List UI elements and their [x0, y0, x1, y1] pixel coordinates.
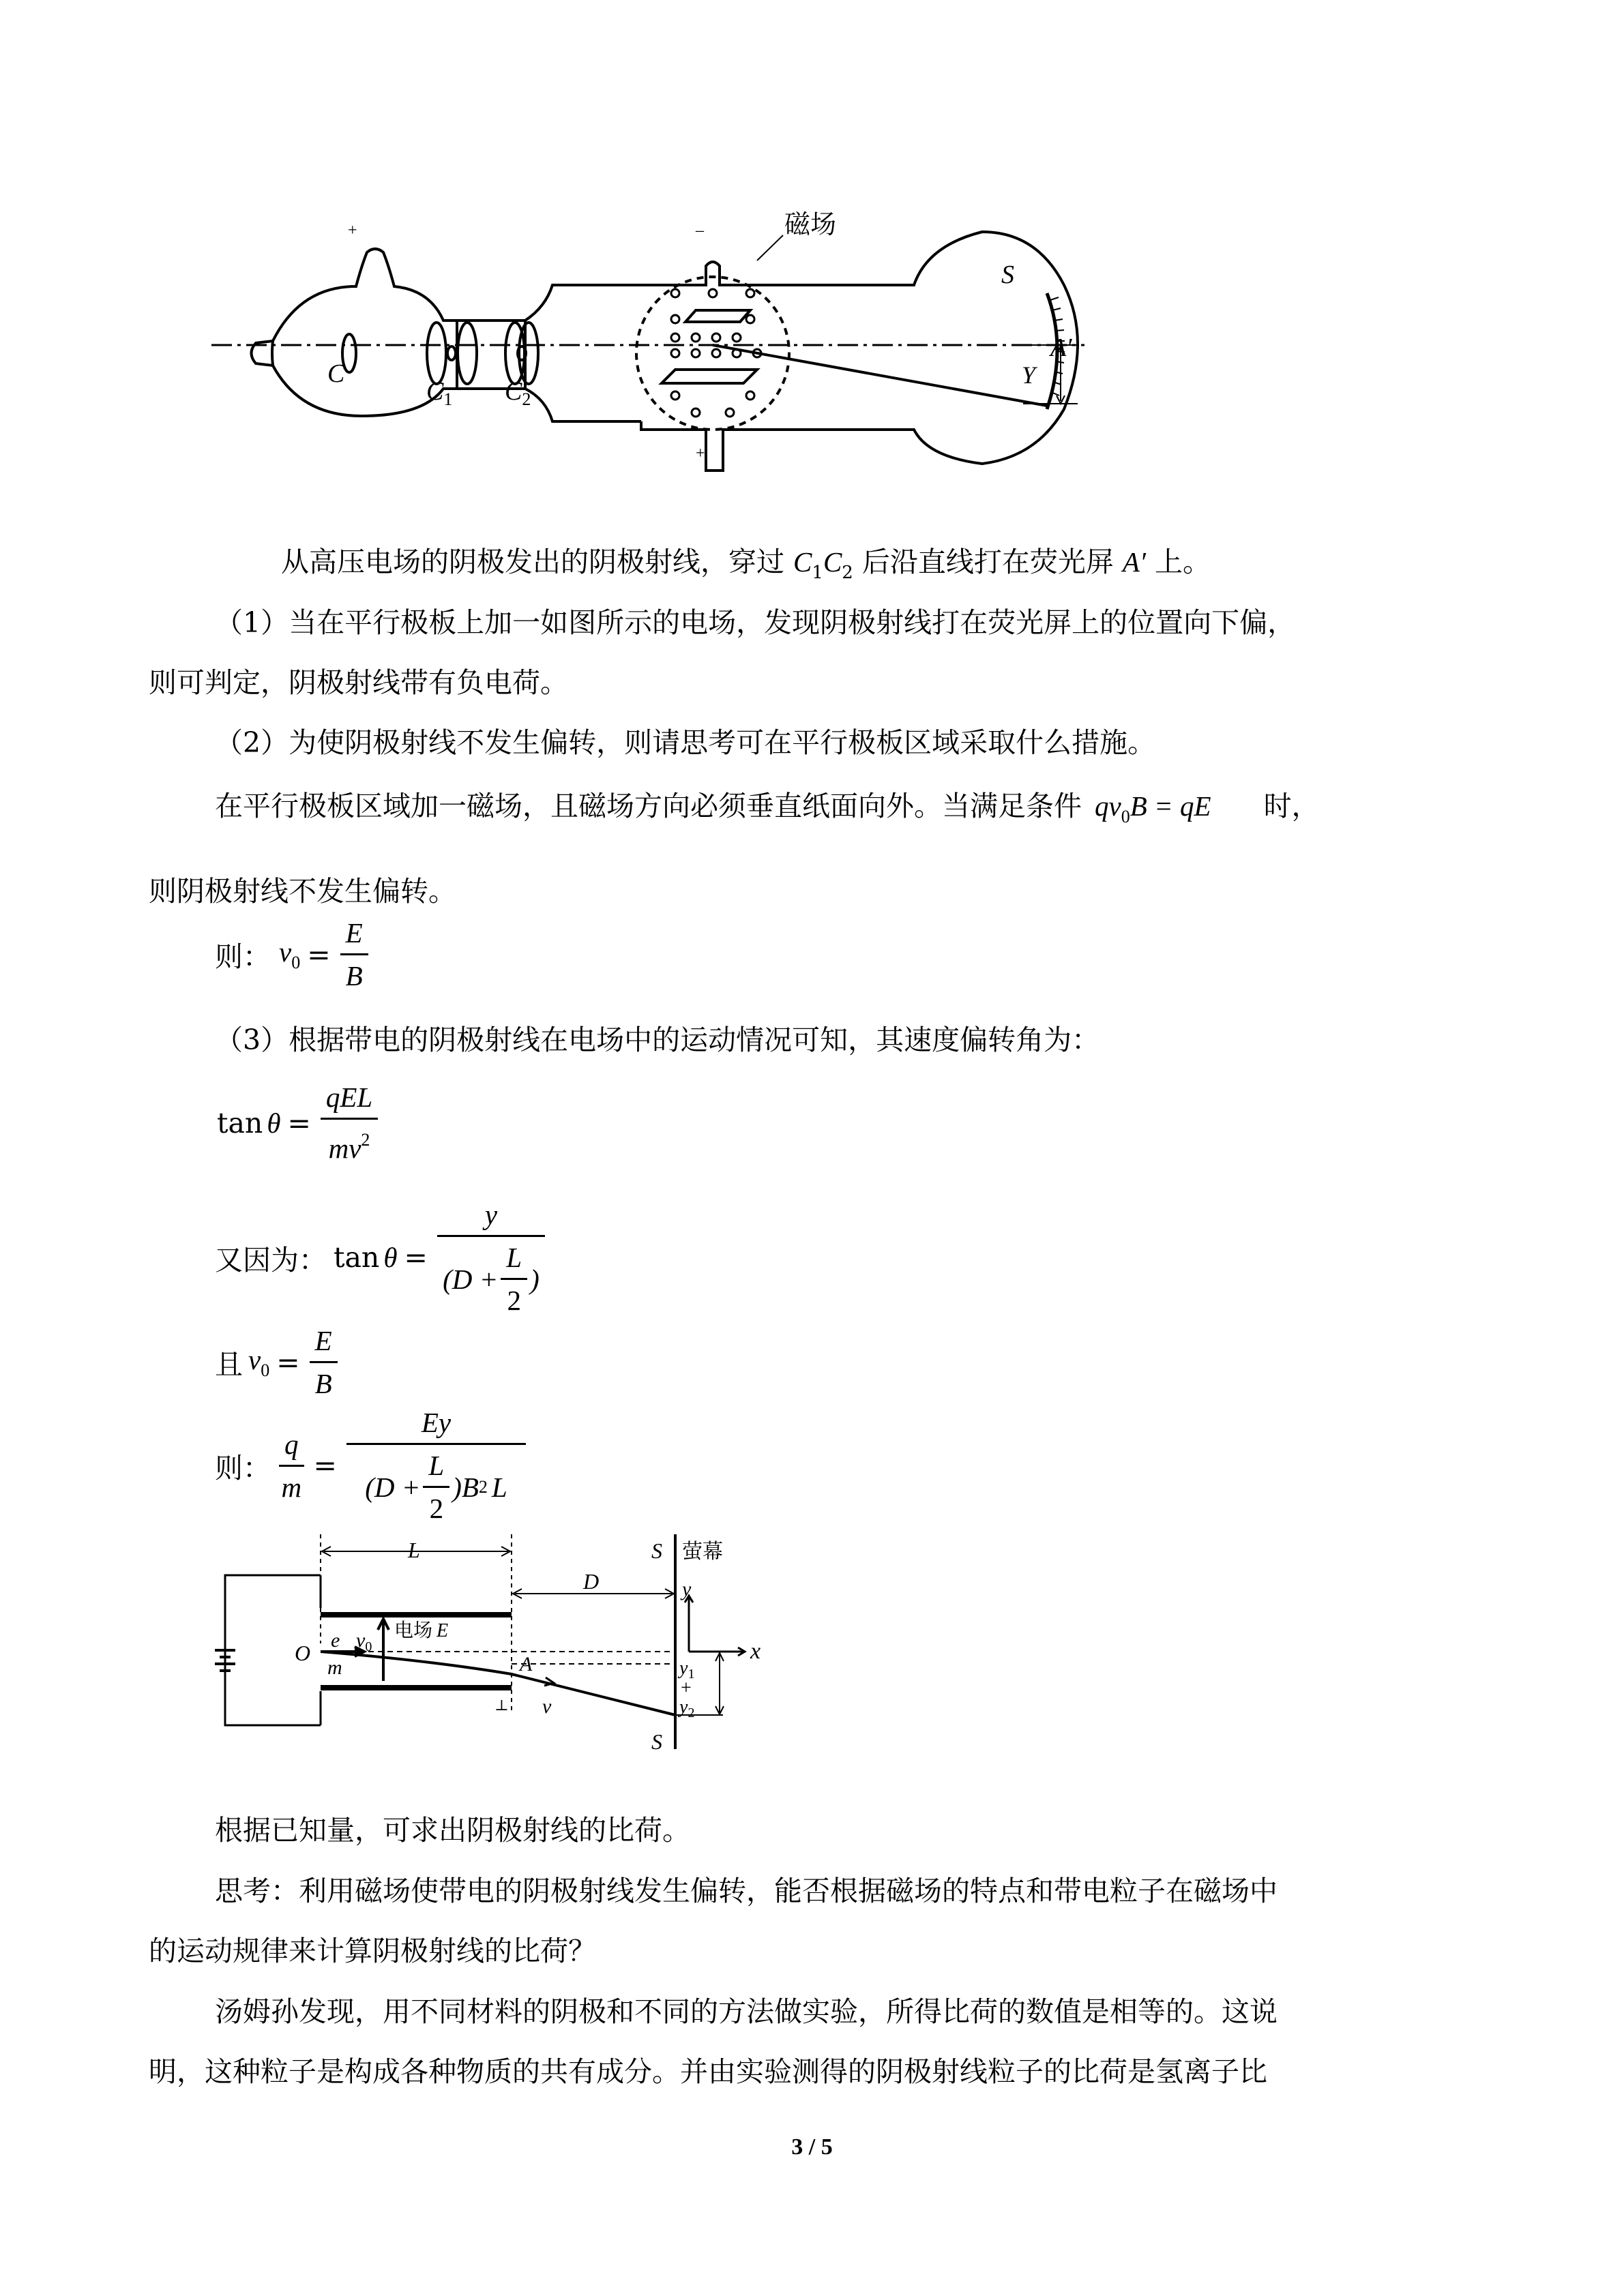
field-label: 电场 E [394, 1620, 449, 1641]
minus-top-label: – [696, 222, 704, 239]
beam-path [713, 345, 1047, 406]
l-label: L [408, 1538, 420, 1562]
equation-tan-theta-geometry: 又因为： tan θ = y (D + $\frac{L}{2}$ ) [215, 1197, 548, 1318]
a-label: A [520, 1653, 533, 1675]
lower-plate [662, 370, 757, 383]
c2-label: $C_2$ [505, 377, 531, 409]
equation-tan-theta: tan θ = $\frac{\text{qEL}}{mv^2}$ [217, 1079, 381, 1166]
x-axis-label: x [750, 1639, 761, 1664]
screen-label: 萤幕 [682, 1540, 723, 1563]
page-number: 3 / 5 [791, 2134, 833, 2160]
anode-c2 [505, 323, 538, 384]
m-label: m [327, 1656, 342, 1679]
anode-c1 [427, 323, 477, 384]
upper-plate [685, 310, 750, 322]
paragraph-7-line1: 思考：利用磁场使带电的阴极射线发生偏转，能否根据磁场的特点和带电粒子在磁场中 [215, 1875, 1278, 1907]
c1-label: $C_1$ [426, 377, 453, 409]
a-prime-label: A′ [1050, 333, 1072, 362]
paragraph-6: 根据已知量，可求出阴极射线的比荷。 [215, 1814, 690, 1847]
paragraph-1: 从高压电场的阴极发出的阴极射线，穿过 $C_1C_2$ 后沿直线打在荧光屏 A′ 上。 [281, 546, 1211, 583]
y-label: Y [1022, 361, 1036, 389]
equation-charge-mass-ratio: 则： $\frac{q}{m}$ = Ey (D + $\frac{L}{2}$ )B 2 L [215, 1405, 529, 1526]
y1-label: $y_1$ [679, 1658, 695, 1682]
paragraph-7-line2: 的运动规律来计算阴极射线的比荷？ [149, 1935, 596, 1967]
d-label: D [583, 1569, 600, 1594]
plus-bottom-label: + [696, 445, 705, 462]
paragraph-2-line2: 则可判定，阴极射线带有负电荷。 [149, 666, 568, 699]
s-bottom-label: S [651, 1729, 662, 1754]
o-label: O [295, 1641, 311, 1665]
paragraph-2-line1: （1）当在平行极板上加一如图所示的电场，发现阴极射线打在荧光屏上的位置向下偏， [215, 606, 1296, 639]
plus-label: + [681, 1678, 692, 1699]
magnet-label: 磁场 [784, 211, 837, 239]
tube-cone [525, 285, 641, 421]
e-label: e [331, 1629, 340, 1652]
plus-top-label: + [348, 222, 357, 239]
c-label: C [327, 359, 345, 388]
y-axis-label: y [682, 1578, 692, 1600]
equation-v0-again: 且 $v_0$ = $\frac{E}{B}$ [215, 1323, 340, 1401]
minus-label: ⊥ [494, 1697, 509, 1714]
deflection-diagram [205, 1534, 805, 1766]
paragraph-4-line2: 则阴极射线不发生偏转。 [149, 875, 456, 908]
v0-label: $v_0$ [356, 1629, 372, 1654]
s-top-label: S [651, 1538, 662, 1563]
screen-s-label: S [1001, 260, 1014, 289]
equation-v0: 则： $v_0$ = $\frac{E}{B}$ [215, 915, 371, 994]
paragraph-3: （2）为使阴极射线不发生偏转，则请思考可在平行极板区域采取什么措施。 [215, 726, 1156, 759]
paragraph-8-line2: 明，这种粒子是构成各种物质的共有成分。并由实验测得的阴极射线粒子的比荷是氢离子比 [149, 2055, 1267, 2088]
cathode-ray-tube-figure [205, 205, 1105, 491]
field-dots [671, 289, 761, 417]
y2-label: $y_2$ [679, 1697, 695, 1720]
paragraph-8-line1: 汤姆孙发现，用不同材料的阴极和不同的方法做实验，所得比荷的数值是相等的。这说 [215, 1995, 1278, 2028]
v-label: v [542, 1695, 552, 1718]
paragraph-4: 在平行极板区域加一磁场，且磁场方向必须垂直纸面向外。当满足条件 $qv_0B$ = qE 时， [215, 790, 1320, 826]
paragraph-5: （3）根据带电的阴极射线在电场中的运动情况可知，其速度偏转角为： [215, 1024, 1100, 1056]
